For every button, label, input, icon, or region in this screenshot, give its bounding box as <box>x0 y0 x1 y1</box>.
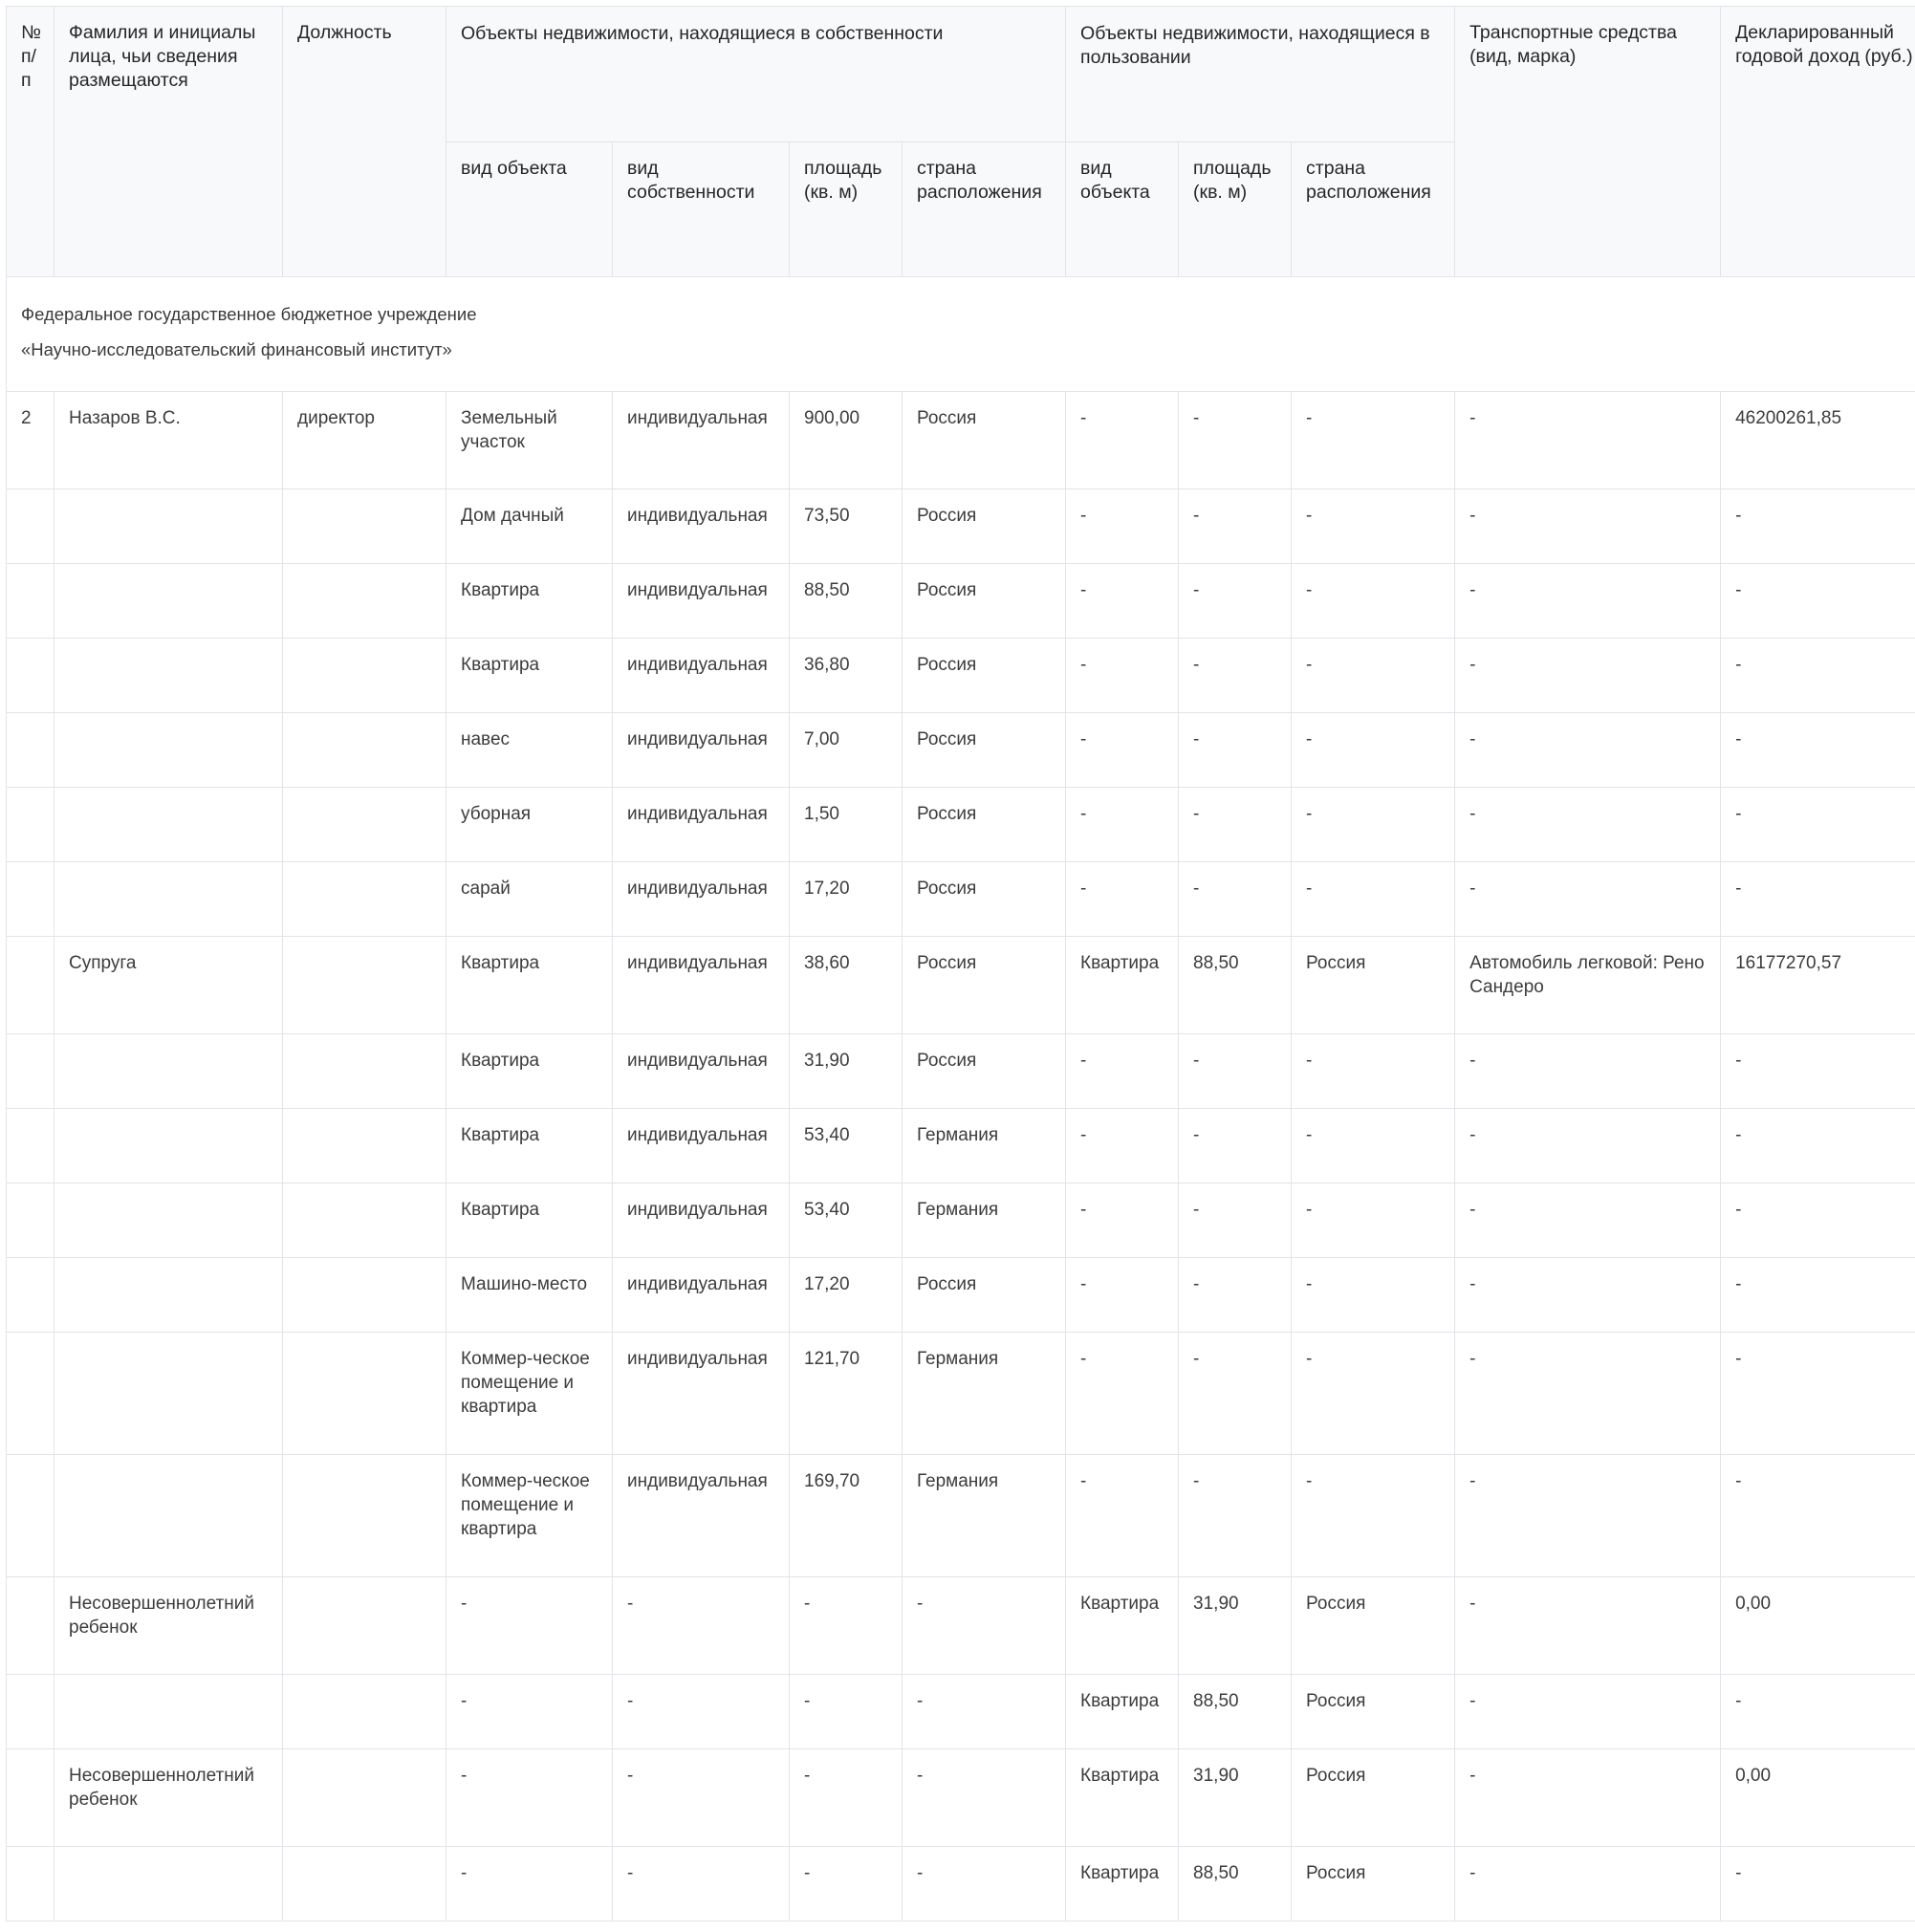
cell-owned-country: Россия <box>903 713 1066 788</box>
cell-used-area: 88,50 <box>1179 1847 1292 1921</box>
header-owned-ownership: вид собственности <box>613 142 790 277</box>
cell-used-type: Квартира <box>1066 1577 1179 1675</box>
cell-owned-country: Германия <box>903 1109 1066 1183</box>
cell-income: - <box>1721 1675 1915 1749</box>
cell-num <box>7 1749 54 1847</box>
cell-used-country: - <box>1292 489 1455 564</box>
cell-vehicles: - <box>1455 639 1721 713</box>
cell-owned-country: Германия <box>903 1183 1066 1258</box>
table-row <box>7 564 1915 639</box>
header-vehicles: Транспортные средства (вид, марка) <box>1455 7 1721 277</box>
cell-used-area: - <box>1179 862 1292 937</box>
header-num: № п/п <box>7 7 54 277</box>
cell-income: - <box>1721 862 1915 937</box>
cell-owned-area: 73,50 <box>790 489 903 564</box>
cell-income: 0,00 <box>1721 1577 1915 1675</box>
cell-owned-type: Земельный участок <box>446 392 613 489</box>
cell-num <box>7 1455 54 1577</box>
cell-num <box>7 788 54 862</box>
cell-owned-area: 31,90 <box>790 1034 903 1109</box>
cell-used-area: - <box>1179 1034 1292 1109</box>
cell-owned-area: 900,00 <box>790 392 903 489</box>
header-income: Декларированный годовой доход (руб.) <box>1721 7 1915 277</box>
cell-income: - <box>1721 713 1915 788</box>
table-row <box>7 1749 1915 1847</box>
cell-used-type: Квартира <box>1066 937 1179 1034</box>
cell-ownership: индивидуальная <box>613 1333 790 1455</box>
cell-used-area: - <box>1179 1183 1292 1258</box>
cell-owned-country: Россия <box>903 937 1066 1034</box>
cell-owned-country: Россия <box>903 1034 1066 1109</box>
cell-vehicles: - <box>1455 1258 1721 1333</box>
cell-used-area: 88,50 <box>1179 1675 1292 1749</box>
cell-vehicles: - <box>1455 1675 1721 1749</box>
cell-name <box>54 1109 283 1183</box>
cell-owned-area: 17,20 <box>790 862 903 937</box>
organization-cell <box>7 277 1915 392</box>
cell-owned-type: - <box>446 1675 613 1749</box>
table-row <box>7 1847 1915 1921</box>
cell-name <box>54 1183 283 1258</box>
cell-num <box>7 1109 54 1183</box>
cell-used-type: Квартира <box>1066 1675 1179 1749</box>
cell-num <box>7 1183 54 1258</box>
table-row <box>7 788 1915 862</box>
cell-position <box>283 1455 446 1577</box>
cell-owned-area: 53,40 <box>790 1183 903 1258</box>
cell-owned-country: - <box>903 1577 1066 1675</box>
cell-owned-country: Россия <box>903 1258 1066 1333</box>
cell-income: - <box>1721 489 1915 564</box>
cell-owned-area: 53,40 <box>790 1109 903 1183</box>
header-used-type: вид объекта <box>1066 142 1179 277</box>
cell-vehicles: - <box>1455 1109 1721 1183</box>
cell-ownership: индивидуальная <box>613 1109 790 1183</box>
cell-income: - <box>1721 1455 1915 1577</box>
cell-vehicles: - <box>1455 1749 1721 1847</box>
cell-ownership: индивидуальная <box>613 1183 790 1258</box>
cell-vehicles: - <box>1455 1333 1721 1455</box>
declaration-table <box>6 6 1915 1921</box>
cell-ownership: - <box>613 1749 790 1847</box>
cell-name <box>54 1034 283 1109</box>
cell-position <box>283 1333 446 1455</box>
cell-ownership: индивидуальная <box>613 713 790 788</box>
cell-num <box>7 1034 54 1109</box>
cell-ownership: индивидуальная <box>613 862 790 937</box>
cell-used-type: - <box>1066 392 1179 489</box>
cell-name <box>54 1675 283 1749</box>
cell-owned-country: Россия <box>903 788 1066 862</box>
cell-used-area: 31,90 <box>1179 1577 1292 1675</box>
cell-used-type: - <box>1066 1333 1179 1455</box>
cell-position <box>283 1675 446 1749</box>
cell-position <box>283 1577 446 1675</box>
cell-name: Несовершеннолетний ребенок <box>54 1577 283 1675</box>
cell-owned-area: 88,50 <box>790 564 903 639</box>
cell-used-area: 31,90 <box>1179 1749 1292 1847</box>
cell-vehicles: - <box>1455 1183 1721 1258</box>
cell-owned-type: Дом дачный <box>446 489 613 564</box>
cell-owned-country: Россия <box>903 392 1066 489</box>
cell-vehicles: - <box>1455 1577 1721 1675</box>
cell-owned-country: Германия <box>903 1333 1066 1455</box>
cell-income: - <box>1721 1333 1915 1455</box>
organization-row <box>7 277 1915 392</box>
cell-owned-country: Россия <box>903 564 1066 639</box>
cell-used-area: - <box>1179 1109 1292 1183</box>
cell-used-type: - <box>1066 862 1179 937</box>
cell-owned-country: - <box>903 1675 1066 1749</box>
header-owned-group: Объекты недвижимости, находящиеся в собственности <box>446 7 1066 142</box>
cell-name: Супруга <box>54 937 283 1034</box>
header-used-group: Объекты недвижимости, находящиеся в пользовании <box>1066 7 1455 142</box>
cell-vehicles: - <box>1455 1455 1721 1577</box>
cell-vehicles: - <box>1455 489 1721 564</box>
header-owned-type: вид объекта <box>446 142 613 277</box>
cell-vehicles: - <box>1455 392 1721 489</box>
cell-used-type: - <box>1066 1034 1179 1109</box>
cell-name: Назаров В.С. <box>54 392 283 489</box>
cell-used-type: - <box>1066 1109 1179 1183</box>
declaration-table-container <box>6 6 1915 1932</box>
cell-used-country: - <box>1292 1183 1455 1258</box>
cell-used-country: - <box>1292 564 1455 639</box>
cell-used-country: - <box>1292 1258 1455 1333</box>
cell-owned-type: Коммер-ческое помещение и квартира <box>446 1455 613 1577</box>
cell-owned-type: сарай <box>446 862 613 937</box>
cell-num <box>7 1847 54 1921</box>
cell-owned-country: Россия <box>903 639 1066 713</box>
cell-used-country: - <box>1292 392 1455 489</box>
cell-owned-type: - <box>446 1749 613 1847</box>
cell-owned-area: - <box>790 1749 903 1847</box>
cell-owned-type: уборная <box>446 788 613 862</box>
organization-line-1: Федеральное государственное бюджетное учреждение <box>21 304 477 324</box>
table-row <box>7 392 1915 489</box>
cell-ownership: индивидуальная <box>613 564 790 639</box>
cell-used-type: - <box>1066 639 1179 713</box>
cell-owned-type: Квартира <box>446 639 613 713</box>
table-row <box>7 1675 1915 1749</box>
cell-position <box>283 489 446 564</box>
cell-income: - <box>1721 1109 1915 1183</box>
cell-ownership: - <box>613 1847 790 1921</box>
cell-position <box>283 1034 446 1109</box>
cell-used-area: - <box>1179 788 1292 862</box>
cell-name <box>54 1258 283 1333</box>
cell-used-type: - <box>1066 788 1179 862</box>
table-body <box>7 277 1915 1921</box>
header-row-top <box>7 7 1915 142</box>
table-row <box>7 862 1915 937</box>
cell-vehicles: Автомобиль легковой: Рено Сандеро <box>1455 937 1721 1034</box>
cell-used-area: - <box>1179 1333 1292 1455</box>
cell-vehicles: - <box>1455 713 1721 788</box>
cell-position <box>283 937 446 1034</box>
cell-name <box>54 564 283 639</box>
cell-used-country: - <box>1292 1455 1455 1577</box>
cell-owned-area: 17,20 <box>790 1258 903 1333</box>
cell-name <box>54 1847 283 1921</box>
cell-used-country: - <box>1292 713 1455 788</box>
cell-used-area: - <box>1179 489 1292 564</box>
cell-income: 0,00 <box>1721 1749 1915 1847</box>
table-row <box>7 1333 1915 1455</box>
cell-used-area: 88,50 <box>1179 937 1292 1034</box>
cell-position <box>283 788 446 862</box>
cell-owned-area: - <box>790 1675 903 1749</box>
cell-owned-type: Квартира <box>446 564 613 639</box>
cell-owned-type: Коммер-ческое помещение и квартира <box>446 1333 613 1455</box>
cell-owned-type: Машино-место <box>446 1258 613 1333</box>
cell-num <box>7 937 54 1034</box>
cell-used-country: - <box>1292 788 1455 862</box>
cell-income: - <box>1721 1034 1915 1109</box>
cell-ownership: индивидуальная <box>613 639 790 713</box>
cell-income: 46200261,85 <box>1721 392 1915 489</box>
cell-name <box>54 862 283 937</box>
cell-owned-country: Россия <box>903 862 1066 937</box>
cell-used-country: Россия <box>1292 1749 1455 1847</box>
cell-owned-type: Квартира <box>446 1034 613 1109</box>
cell-owned-area: 169,70 <box>790 1455 903 1577</box>
cell-income: - <box>1721 564 1915 639</box>
cell-position <box>283 1749 446 1847</box>
cell-used-area: - <box>1179 564 1292 639</box>
organization-line-2: «Научно-исследовательский финансовый институт» <box>21 339 452 359</box>
cell-ownership: - <box>613 1577 790 1675</box>
cell-num <box>7 1675 54 1749</box>
cell-ownership: - <box>613 1675 790 1749</box>
cell-vehicles: - <box>1455 1034 1721 1109</box>
cell-num <box>7 489 54 564</box>
cell-owned-type: Квартира <box>446 937 613 1034</box>
cell-income: - <box>1721 639 1915 713</box>
table-row <box>7 1455 1915 1577</box>
table-row <box>7 1183 1915 1258</box>
cell-vehicles: - <box>1455 1847 1721 1921</box>
cell-owned-type: Квартира <box>446 1183 613 1258</box>
cell-name <box>54 639 283 713</box>
cell-ownership: индивидуальная <box>613 1455 790 1577</box>
cell-position <box>283 1183 446 1258</box>
cell-ownership: индивидуальная <box>613 1034 790 1109</box>
cell-owned-type: - <box>446 1577 613 1675</box>
cell-vehicles: - <box>1455 788 1721 862</box>
table-row <box>7 1577 1915 1675</box>
header-name: Фамилия и инициалы лица, чьи сведения размещаются <box>54 7 283 277</box>
cell-used-type: - <box>1066 564 1179 639</box>
cell-used-type: Квартира <box>1066 1749 1179 1847</box>
cell-position: директор <box>283 392 446 489</box>
cell-used-type: - <box>1066 1258 1179 1333</box>
cell-owned-area: 1,50 <box>790 788 903 862</box>
cell-owned-area: - <box>790 1577 903 1675</box>
cell-num <box>7 564 54 639</box>
cell-vehicles: - <box>1455 564 1721 639</box>
cell-name <box>54 713 283 788</box>
table-row <box>7 937 1915 1034</box>
cell-used-country: - <box>1292 1109 1455 1183</box>
cell-income: - <box>1721 788 1915 862</box>
cell-used-type: Квартира <box>1066 1847 1179 1921</box>
cell-position <box>283 1109 446 1183</box>
cell-used-country: Россия <box>1292 937 1455 1034</box>
cell-num <box>7 1258 54 1333</box>
cell-used-area: - <box>1179 392 1292 489</box>
cell-vehicles: - <box>1455 862 1721 937</box>
table-row <box>7 713 1915 788</box>
cell-used-country: - <box>1292 862 1455 937</box>
cell-used-type: - <box>1066 489 1179 564</box>
cell-name: Несовершеннолетний ребенок <box>54 1749 283 1847</box>
cell-used-area: - <box>1179 713 1292 788</box>
cell-used-country: Россия <box>1292 1577 1455 1675</box>
cell-used-type: - <box>1066 1183 1179 1258</box>
cell-owned-country: Германия <box>903 1455 1066 1577</box>
cell-ownership: индивидуальная <box>613 489 790 564</box>
cell-ownership: индивидуальная <box>613 937 790 1034</box>
cell-owned-area: 36,80 <box>790 639 903 713</box>
table-row <box>7 1034 1915 1109</box>
cell-used-area: - <box>1179 1455 1292 1577</box>
cell-used-country: - <box>1292 1333 1455 1455</box>
cell-num <box>7 639 54 713</box>
cell-income: - <box>1721 1847 1915 1921</box>
cell-name <box>54 489 283 564</box>
cell-owned-area: 7,00 <box>790 713 903 788</box>
table-row <box>7 1258 1915 1333</box>
cell-name <box>54 1455 283 1577</box>
header-used-area: площадь (кв. м) <box>1179 142 1292 277</box>
cell-num <box>7 1577 54 1675</box>
cell-ownership: индивидуальная <box>613 392 790 489</box>
cell-position <box>283 564 446 639</box>
cell-used-type: - <box>1066 713 1179 788</box>
cell-position <box>283 713 446 788</box>
cell-ownership: индивидуальная <box>613 788 790 862</box>
cell-owned-type: навес <box>446 713 613 788</box>
header-owned-area: площадь (кв. м) <box>790 142 903 277</box>
cell-used-country: Россия <box>1292 1847 1455 1921</box>
cell-owned-area: - <box>790 1847 903 1921</box>
cell-owned-type: Квартира <box>446 1109 613 1183</box>
cell-num <box>7 862 54 937</box>
cell-owned-country: Россия <box>903 489 1066 564</box>
cell-owned-country: - <box>903 1847 1066 1921</box>
cell-position <box>283 1258 446 1333</box>
cell-owned-type: - <box>446 1847 613 1921</box>
header-position: Должность <box>283 7 446 277</box>
table-row <box>7 489 1915 564</box>
cell-used-area: - <box>1179 1258 1292 1333</box>
cell-position <box>283 1847 446 1921</box>
cell-name <box>54 788 283 862</box>
cell-used-country: Россия <box>1292 1675 1455 1749</box>
cell-num: 2 <box>7 392 54 489</box>
cell-income: - <box>1721 1258 1915 1333</box>
table-row <box>7 639 1915 713</box>
cell-used-type: - <box>1066 1455 1179 1577</box>
cell-owned-area: 121,70 <box>790 1333 903 1455</box>
header-used-country: страна расположения <box>1292 142 1455 277</box>
cell-used-country: - <box>1292 1034 1455 1109</box>
cell-income: - <box>1721 1183 1915 1258</box>
cell-position <box>283 862 446 937</box>
cell-owned-country: - <box>903 1749 1066 1847</box>
cell-income: 16177270,57 <box>1721 937 1915 1034</box>
cell-num <box>7 713 54 788</box>
cell-name <box>54 1333 283 1455</box>
table-row <box>7 1109 1915 1183</box>
header-owned-country: страна расположения <box>903 142 1066 277</box>
cell-position <box>283 639 446 713</box>
cell-num <box>7 1333 54 1455</box>
cell-ownership: индивидуальная <box>613 1258 790 1333</box>
cell-used-area: - <box>1179 639 1292 713</box>
cell-used-country: - <box>1292 639 1455 713</box>
table-header <box>7 7 1915 277</box>
cell-owned-area: 38,60 <box>790 937 903 1034</box>
